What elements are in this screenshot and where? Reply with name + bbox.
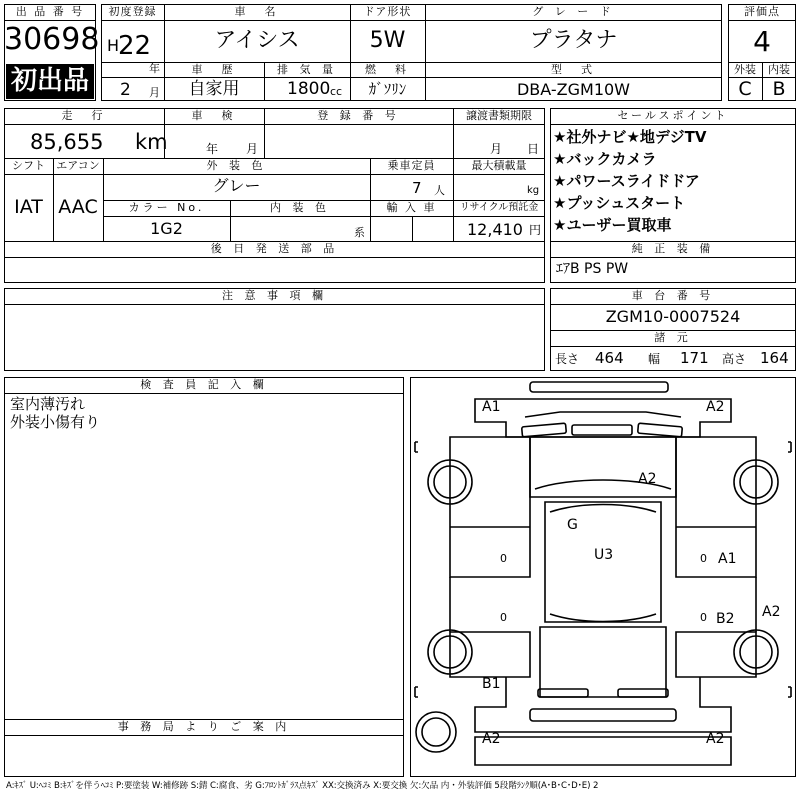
sales-point-3: ★パワースライドドア — [553, 172, 700, 190]
damage-mark: A2 — [706, 399, 725, 415]
ext-color-label: 外 装 色 — [206, 159, 267, 172]
score-label: 評価点 — [744, 5, 780, 18]
mileage-value: 85,655 — [30, 130, 104, 154]
legend-text: A:ｷｽﾞ U:ﾍｺﾐ B:ｷｽﾞを伴うﾍｺﾐ P:要塗装 W:補修跡 S:錆 C:腐食、劣 G:ﾌﾛﾝﾄｶﾞﾗｽ点ｷｽﾞ XX:交換済み X:要交換 欠:欠品 内・外装評価 5段階ﾗﾝｸ順(A･B･C･D･E) 2 — [6, 781, 599, 791]
first-reg-year: 22 — [118, 31, 152, 61]
car-name-value: アイシス — [214, 28, 300, 53]
chassis-label: 車 台 番 号 — [631, 289, 715, 302]
capacity-unit: 人 — [434, 184, 445, 197]
ext-score-value: C — [738, 78, 752, 100]
notes-label: 注 意 事 項 欄 — [222, 289, 327, 302]
damage-mark: B2 — [716, 611, 735, 627]
color-no-value: 1G2 — [150, 219, 183, 238]
import-label: 輸 入 車 — [386, 201, 437, 214]
first-reg-era: H — [107, 36, 120, 55]
zero-mark: 0 — [700, 552, 707, 565]
mileage-unit: km — [135, 130, 168, 154]
door-value: 5W — [369, 28, 406, 53]
model-label: 型 式 — [551, 63, 596, 76]
zero-mark: 0 — [700, 611, 707, 624]
damage-mark: G — [567, 517, 578, 533]
inspection-year-unit: 年 — [206, 142, 219, 156]
damage-mark: A2 — [482, 731, 501, 747]
max-load-label: 最大積載量 — [471, 159, 527, 172]
damage-mark: A1 — [482, 399, 501, 415]
inspector-label: 検 査 員 記 入 欄 — [140, 378, 268, 391]
length-value: 464 — [595, 349, 624, 367]
zero-mark: 0 — [500, 552, 507, 565]
length-label: 長さ — [555, 352, 580, 366]
sales-point-2: ★バックカメラ — [553, 150, 657, 168]
int-score-label: 内装 — [768, 63, 790, 76]
sales-point-1: ★社外ナビ★地デジTV — [553, 128, 707, 146]
height-value: 164 — [760, 349, 789, 367]
lot-number: 30698 — [4, 22, 100, 57]
inspection-month-unit: 月 — [246, 142, 259, 156]
history-label: 車 歴 — [191, 63, 237, 76]
lot-label: 出 品 番 号 — [15, 5, 85, 18]
mileage-label: 走 行 — [61, 109, 107, 122]
color-no-label: カラー No. — [128, 201, 205, 214]
width-value: 171 — [680, 349, 709, 367]
inspection-label: 車 検 — [191, 109, 237, 122]
history-value: 自家用 — [188, 79, 240, 99]
transfer-month-unit: 月 — [490, 142, 503, 156]
aircon-label: エアコン — [56, 159, 100, 172]
shift-value: IAT — [14, 196, 43, 218]
grade-value: プラタナ — [529, 28, 618, 53]
first-reg-label: 初度登録 — [108, 5, 157, 18]
later-parts-label: 後 日 発 送 部 品 — [210, 242, 339, 255]
sales-point-5: ★ユーザー買取車 — [553, 216, 672, 234]
fuel-label: 燃 料 — [365, 63, 410, 76]
damage-mark: U3 — [594, 547, 614, 563]
reg-number-label: 登 録 番 号 — [317, 109, 400, 122]
recycle-unit: 円 — [529, 223, 542, 237]
inspector-line-2: 外装小傷有り — [10, 413, 101, 431]
grade-label: グ レ ー ド — [532, 5, 615, 18]
first-listing-badge-text: 初出品 — [10, 66, 89, 96]
door-label: ドア形状 — [363, 5, 412, 18]
first-reg-month-unit: 月 — [149, 86, 160, 99]
fuel-value: ｶﾞｿﾘﾝ — [368, 80, 407, 98]
first-reg-year-unit: 年 — [149, 62, 160, 75]
zero-mark: 0 — [500, 611, 507, 624]
transfer-doc-label: 譲渡書類期限 — [466, 109, 532, 122]
damage-mark: A1 — [718, 551, 737, 567]
car-diagram — [410, 377, 796, 777]
damage-mark: A2 — [762, 604, 781, 620]
aircon-value: AAC — [58, 196, 98, 218]
height-label: 高さ — [722, 352, 747, 366]
sales-point-4: ★プッシュスタート — [553, 194, 686, 212]
first-reg-month: 2 — [120, 80, 131, 100]
office-label: 事 務 局 よ り ご 案 内 — [117, 720, 291, 733]
dimensions-label: 諸 元 — [654, 331, 692, 344]
inspector-box — [4, 377, 404, 777]
displacement-label: 排 気 量 — [277, 63, 337, 76]
ext-color-value: グレー — [212, 176, 261, 195]
width-label: 幅 — [648, 352, 661, 366]
transfer-day-unit: 日 — [527, 142, 540, 156]
max-load-unit: kg — [527, 185, 540, 196]
inspector-line-1: 室内薄汚れ — [10, 395, 86, 413]
score-value: 4 — [753, 25, 771, 58]
equipment-label: 純 正 装 備 — [631, 242, 715, 255]
damage-mark: A2 — [638, 471, 657, 487]
int-score-value: B — [772, 78, 786, 100]
equipment-value: ｴｱB PS PW — [556, 261, 629, 277]
int-color-label: 内 装 色 — [270, 201, 330, 214]
capacity-value: 7 — [412, 179, 422, 197]
sales-points-label: セールスポイント — [617, 109, 729, 122]
damage-mark: A2 — [706, 731, 725, 747]
shift-label: シフト — [12, 159, 45, 172]
car-name-label: 車 名 — [234, 5, 280, 18]
chassis-value: ZGM10-0007524 — [605, 307, 741, 326]
ext-score-label: 外装 — [734, 63, 756, 76]
displacement-unit: cc — [330, 85, 343, 98]
recycle-value: 12,410 — [467, 220, 523, 239]
int-color-unit: 系 — [354, 226, 365, 239]
recycle-label: リサイクル預託金 — [459, 202, 539, 213]
damage-mark: B1 — [482, 676, 501, 692]
model-value: DBA-ZGM10W — [516, 80, 630, 99]
displacement-value: 1800 — [287, 79, 331, 99]
capacity-label: 乗車定員 — [387, 159, 436, 172]
